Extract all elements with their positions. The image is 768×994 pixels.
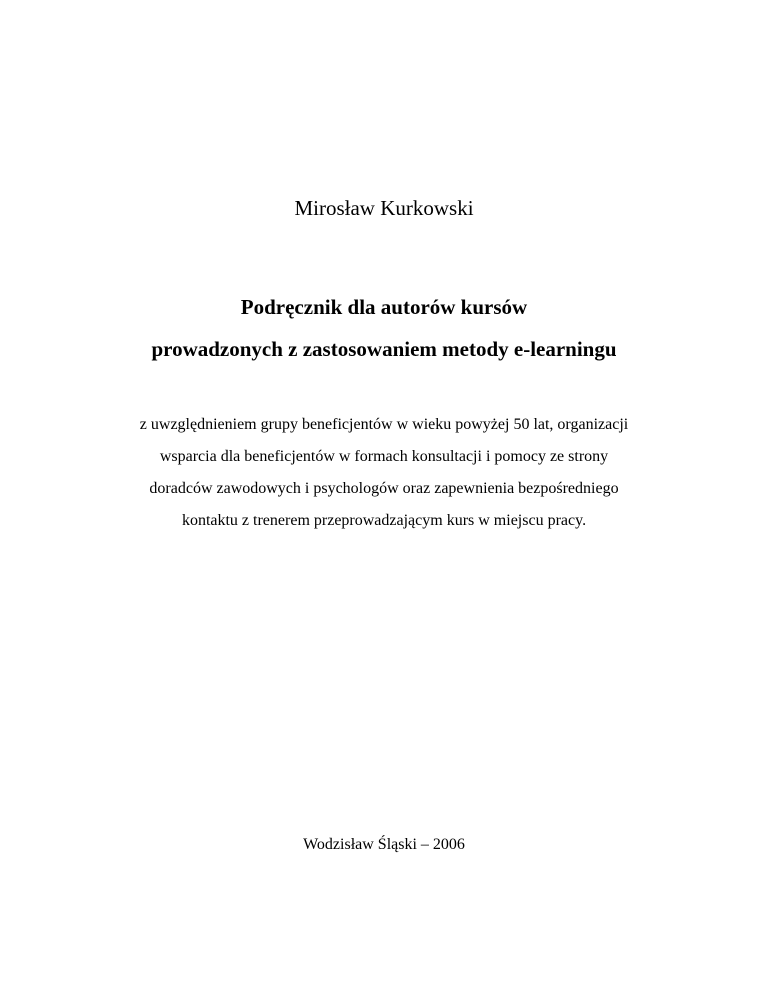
subtitle-line-1: z uwzględnieniem grupy beneficjentów w wieku powyżej 50 lat, organizacji: [139, 416, 629, 433]
place-and-date: Wodzisław Śląski – 2006: [303, 836, 465, 853]
document-subtitle: [0, 409, 768, 537]
title-line-2: prowadzonych z zastosowaniem metody e-learningu: [151, 337, 617, 361]
subtitle-line-3: doradców zawodowych i psychologów oraz zapewnienia bezpośredniego: [149, 480, 619, 497]
subtitle-line-4: kontaktu z trenerem przeprowadzającym kurs w miejscu pracy.: [181, 512, 587, 529]
title-line-1: Podręcznik dla autorów kursów: [240, 295, 528, 319]
document-title: [0, 286, 768, 370]
subtitle-line-2: wsparcia dla beneficjentów w formach konsultacji i pomocy ze strony: [159, 448, 609, 465]
author-name: Mirosław Kurkowski: [294, 196, 474, 220]
